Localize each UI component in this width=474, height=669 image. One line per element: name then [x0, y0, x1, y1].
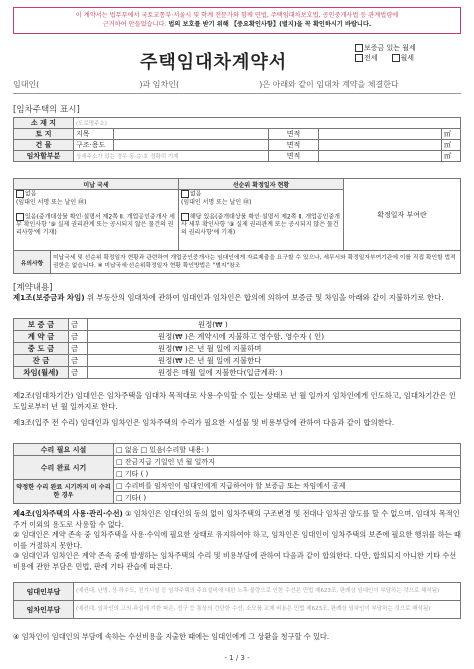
burden-label: 임차인부담	[14, 601, 74, 619]
notice-line-2a: 근거하여 만들었습니다.	[102, 21, 167, 28]
tax-priority-table	[13, 178, 461, 251]
parties-tail: )은 아래와 같이 임대차 계약을 체결한다	[259, 80, 399, 89]
address-label: 소 재 지	[14, 118, 74, 129]
parties-line	[13, 79, 461, 94]
lessor-label: 임대인(	[13, 80, 40, 89]
priority-cell	[179, 190, 344, 251]
repair-label: 약정한 수리 완료 시기까지 미 수리한 경우	[14, 480, 114, 504]
article-4	[13, 509, 461, 572]
payment-prefix: 금	[69, 355, 88, 367]
repair-label: 수리 필요 시설	[14, 444, 114, 456]
repair-field[interactable]: □ 없음 □ 있음(수리할 내용: )	[114, 444, 461, 456]
notice-line-1: 이 계약서는 법무부에서 국토교통부·서울시 및 학계 전문가와 함께 민법, 주택임대차보호법, 공인중개사법 등 관계법령에	[75, 12, 399, 19]
checkbox[interactable]	[355, 44, 363, 52]
rented-area-field[interactable]	[319, 151, 442, 162]
repair-field[interactable]: □ 기타( )	[114, 492, 461, 504]
building-area-unit: ㎡	[442, 140, 461, 151]
payment-label: 계 약 금	[14, 331, 69, 343]
lessee-label: )과 임차인(	[139, 80, 180, 89]
option-jeonse[interactable]: 전세	[355, 53, 378, 63]
land-area-field[interactable]	[319, 129, 442, 140]
caution-table	[13, 250, 461, 274]
building-area-field[interactable]	[319, 140, 442, 151]
payment-label: 보 증 금	[14, 319, 69, 331]
property-table	[13, 117, 461, 162]
caution-text: 미납국세 및 선순위 확정일자 현황과 관련하여 개업공인중개사는 임대인에게 자료제출을 요구할 수 있으나, 세무서와 확정일자부여기관에 이를 직접 확인할 법적권한은 없습니다. ※ 미납국세·선순위확정일자 현황 확인방법은 "별지"참조	[51, 251, 461, 274]
payment-label: 잔 금	[14, 355, 69, 367]
land-type-label: 지목	[74, 129, 114, 140]
fixed-date-cell: 확정일자 부여란	[344, 179, 461, 251]
article-4-2: ② 임대인은 계약 존속 중 임차주택을 사용·수익에 필요한 상태로 유지하여야 하고, 임차인은 임대인이 임차주택의 보존에 필요한 행위를 하는 때 이를 거절하지 못한다.	[13, 530, 461, 550]
page-number: - 1 / 3 -	[224, 654, 250, 662]
rented-part-field[interactable]: 상세주소가 있는 경우 동·층·호 정확히 기재	[74, 151, 269, 162]
payment-field[interactable]: 원정(₩ )은 계약시에 지불하고 영수함. 영수자 ( 인)	[88, 331, 461, 343]
payment-prefix: 금	[69, 343, 88, 355]
payment-field[interactable]: 원정(₩ )은 년 월 일에 지불한다	[88, 355, 461, 367]
article-3: 제3조(입주 전 수리) 임대인과 임차인은 임차주택의 수리가 필요한 시설물 및 비용부담에 관하여 다음과 같이 합의한다.	[13, 418, 395, 427]
repair-field[interactable]: □ 수리비를 임차인이 임대인에게 지급하여야 할 보증금 또는 차임에서 공제	[114, 480, 461, 492]
article-1	[13, 292, 461, 303]
repair-field[interactable]: □ 잔금지급 기일인 년 월 일까지	[114, 456, 461, 468]
building-type-field[interactable]	[114, 140, 269, 151]
priority-none[interactable]: 없음	[181, 190, 341, 199]
article-1-text: 위 부동산의 임대차에 관하여 임대인과 임차인은 합의에 의하여 보증금 및 차임을 아래와 같이 지불하기로 한다.	[84, 293, 444, 302]
option-monthly[interactable]: 월세	[392, 53, 415, 63]
burden-label: 임대인부담	[14, 583, 74, 601]
payment-table	[13, 318, 461, 379]
payment-label: 차임(월세)	[14, 367, 69, 379]
building-area-label: 면적	[269, 140, 319, 151]
land-label: 토 지	[14, 129, 74, 140]
notice-line-2	[14, 20, 460, 29]
section-heading-property: [임차주택의 표시]	[13, 105, 80, 115]
article-4-3: ③ 임대인과 임차인은 계약 존속 중에 발생하는 임차주택의 수리 및 비용부담에 관하여 다음과 같이 합의한다. 다만, 합의되지 아니한 기타 수선비용에 관한 부담은 민법, 판례 기타 관습에 따른다.	[13, 551, 457, 571]
article-4-4: ④ 임차인이 임대인의 부담에 속하는 수선비용을 지출한 때에는 임대인에게 그 상환을 청구할 수 있다.	[13, 632, 330, 641]
page-title: 주택임대차계약서	[140, 52, 288, 73]
section-heading-contract: [계약내용]	[13, 283, 53, 293]
burden-field[interactable]: (예컨대, 난방, 상·하수도, 전기시설 등 임차주택의 주요설비에 대한 노후·불량으로 인한 수선은 민법 제623조, 판례상 임대인이 부담하는 것으로 해석됨)	[74, 583, 461, 601]
payment-label: 중 도 금	[14, 343, 69, 355]
option-deposit-monthly[interactable]: 보증금 있는 월세	[355, 43, 416, 53]
land-type-field[interactable]	[114, 129, 269, 140]
checkbox[interactable]	[16, 190, 24, 198]
building-label: 건 물	[14, 140, 74, 151]
unpaid-tax-cell	[14, 190, 179, 251]
building-type-label: 구조·용도	[74, 140, 114, 151]
article-1-title: 제1조(보증금과 차임)	[13, 293, 85, 302]
payment-prefix: 금	[69, 367, 88, 379]
checkbox[interactable]	[181, 190, 189, 198]
land-area-unit: ㎡	[442, 129, 461, 140]
priority-header: 선순위 확정일자 현황	[179, 179, 344, 190]
repair-table	[13, 443, 461, 504]
checkbox[interactable]	[16, 213, 24, 221]
rented-area-label: 면적	[269, 151, 319, 162]
unpaid-tax-sign: (임대인 서명 또는 날인 ㊞)	[16, 198, 87, 206]
article-2: 제2조(임대차기간) 임대인은 임차주택을 임대차 목적대로 사용·수익할 수 있는 상태로 년 월 일까지 임차인에게 인도하고, 임대차기간은 인도일로부터 년 월 일까지로 한다.	[13, 391, 457, 411]
priority-exists[interactable]: 해당 있음(중개대상물 확인·설명서 제2쪽 Ⅱ. 개업공인중개사 세부 확인사항 '⑨ 실제 권리관계 또는 공시되지 않은 물건의 권리사항'에 기재)	[181, 213, 340, 236]
rented-area-unit: ㎡	[442, 151, 461, 162]
payment-field[interactable]: 원정은 매월 일에 지불한다(입금계좌: )	[88, 367, 461, 379]
priority-sign: (임대인 서명 또는 날인 ㊞)	[181, 198, 252, 206]
unpaid-tax-none[interactable]: 없음	[16, 190, 176, 199]
payment-prefix: 금	[69, 331, 88, 343]
land-area-label: 면적	[269, 129, 319, 140]
payment-field[interactable]: 원정(₩ )은 년 월 일에 지불하며	[88, 343, 461, 355]
article-4-title: 제4조(임차주택의 사용·관리·수선)	[13, 509, 123, 518]
burden-table	[13, 582, 461, 619]
burden-field[interactable]: (예컨대, 임차인의 고의·과실에 기한 파손, 전구 등 통상의 간단한 수선, 소모품 교체 비용은 민법 제623조, 판례상 임차인이 부담하는 것으로 해석됨)	[74, 601, 461, 619]
article-4-1: ① 임차인은 임대인의 동의 없이 임차주택의 구조변경 및 전대나 임차권 양도를 할 수 없으며, 임대차 목적인 주거 이외의 용도로 사용할 수 없다.	[13, 509, 460, 529]
payment-prefix: 금	[69, 319, 88, 331]
caution-label: 유의사항	[14, 251, 51, 274]
contract-type-options	[355, 43, 416, 63]
notice-box	[13, 7, 461, 34]
repair-label: 수리 완료 시기	[14, 456, 114, 480]
unpaid-tax-header: 미납 국세	[14, 179, 179, 190]
unpaid-tax-exists[interactable]: 있음(중개대상물 확인·설명서 제2쪽 Ⅱ. 개업공인중개사 세부 확인사항 '⑨ 실제 권리관계 또는 공시되지 않은 물건의 권리사항'에 기재)	[16, 213, 175, 236]
payment-field[interactable]: 원정(₩ )	[88, 319, 461, 331]
checkbox[interactable]	[392, 54, 400, 62]
notice-line-2b: 법의 보호를 받기 위해 【중요확인사항】(별지)을 꼭 확인하시기 바랍니다.	[168, 21, 372, 28]
address-field[interactable]: (도로명주소)	[74, 118, 461, 129]
repair-field[interactable]: □ 기타 ( )	[114, 468, 461, 480]
checkbox[interactable]	[355, 54, 363, 62]
checkbox[interactable]	[181, 213, 189, 221]
rented-part-label: 임차할부분	[14, 151, 74, 162]
